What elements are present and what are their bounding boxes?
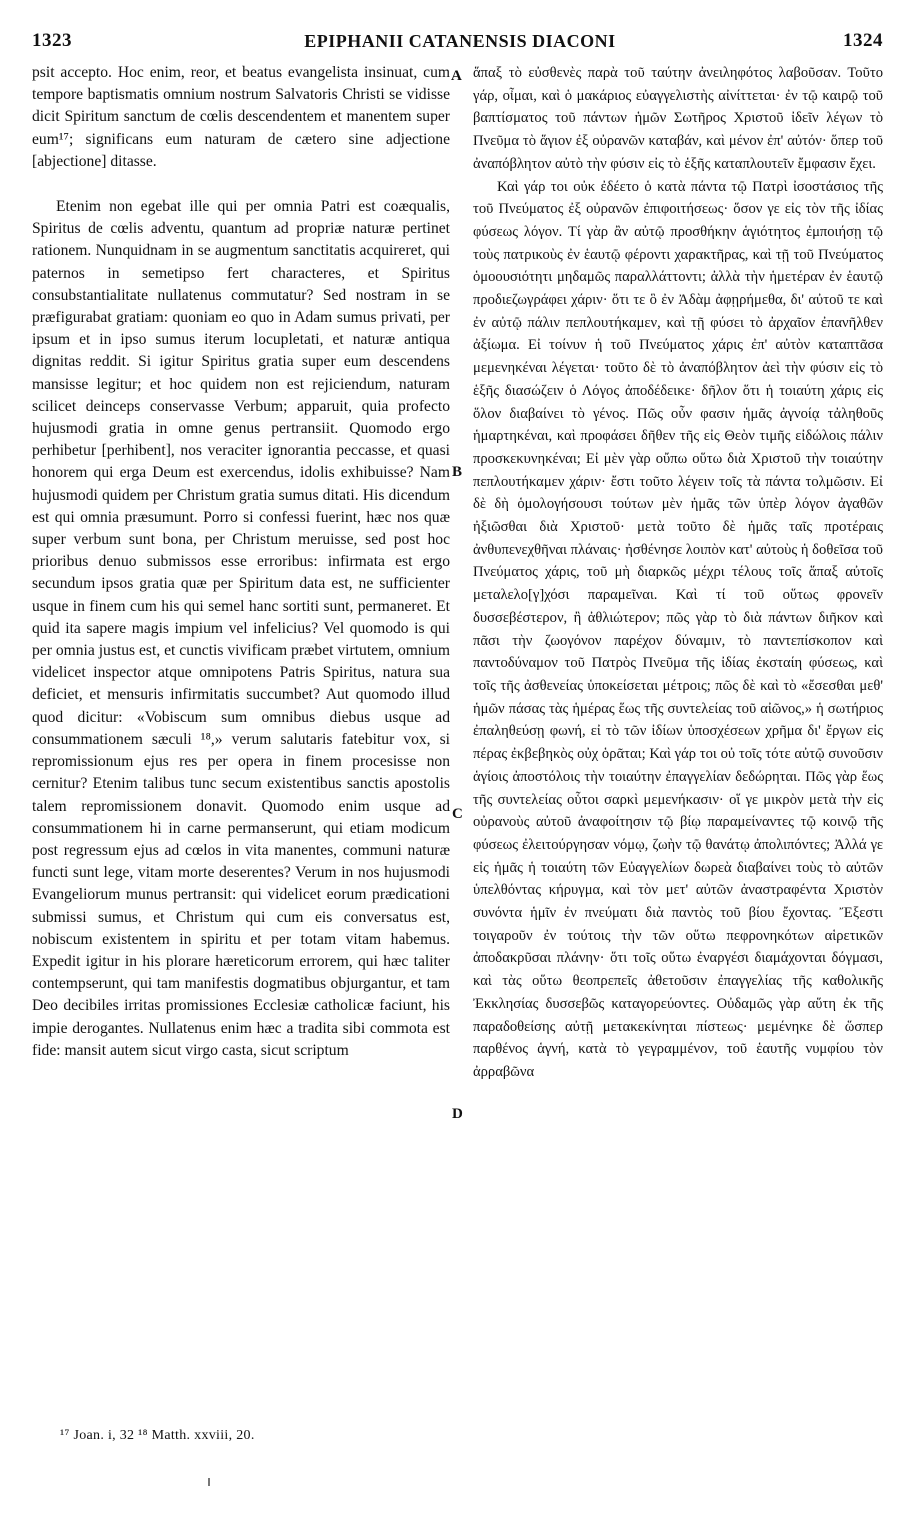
section-marker-d: D xyxy=(452,1106,463,1122)
greek-column xyxy=(473,62,883,1084)
section-marker-a: A xyxy=(451,68,462,84)
section-marker-b: B xyxy=(452,464,463,480)
right-column-number: 1324 xyxy=(843,30,883,51)
latin-column xyxy=(32,62,450,1062)
left-column-number: 1323 xyxy=(32,30,72,51)
running-title: EPIPHANII CATANENSIS DIACONI xyxy=(304,31,616,51)
latin-paragraph-1: psit accepto. Hoc enim, reor, et beatus evangelista insinuat, cum tempore baptismatis omnium nostrum Salvatoris Christi se vidisse dicit Spiritum sanctum de cœlis descendentem et manentem super eum¹⁷; significans eum naturam de cætero sine adjectione [abjectione] ditasse. xyxy=(32,64,450,170)
footnotes: ¹⁷ Joan. i, 32 ¹⁸ Matth. xxviii, 20. xyxy=(60,1428,255,1443)
page-header xyxy=(0,30,913,62)
greek-paragraph-2: Καὶ γάρ τοι οὐκ ἐδέετο ὁ κατὰ πάντα τῷ Πατρὶ ἰσοστάσιος τῆς τοῦ Πνεύματος ἐξ οὐρανῶν ἐπιφοιτήσεως· ὅσον γε εἰς τὸν τῆς ἰδίας φύσεως λόγον. Τί γὰρ ἂν αὐτῷ προσθήκην ἁγιότητος ἐμποιήσῃ τῷ τοὺς πατρικοὺς ἐν ἑαυτῷ φέροντι χαρακτῆρας, καὶ τῇ τοῦ Πνεύματος ὁμοουσιότητι μηδαμῶς παραλλάττοντι; ἀλλὰ τὴν ἡμετέραν ἐν ἑαυτῷ προδιεζωγράφει χάριν· ὅτι τε ὃ ἐν Ἀδὰμ ἀφῃρήμεθα, δι' αὐτοῦ τε καὶ ἐν αὐτῷ πάλιν πεπλουτήκαμεν, καὶ τῇ φύσει τὸ ἀρχαῖον ἐπανῆλθεν ἀξίωμα. Εἰ τοίνυν ἡ τοῦ Πνεύματος χάρις ἐπ' αὐτὸν καταπτᾶσα μεμενηκέναι λέγεται· τοῦτο δὲ τὸ ἀναπόβλητον ἀεὶ τὴν φύσιν εἰς τὸ ἑξῆς διασώζειν ὁ Λόγος ἀποδέδεικε· δῆλον ὅτι ἡ τοιαύτη χάρις εἰς ὅλον διαβαίνει τὸ γένος. Πῶς οὖν φασιν ἡμᾶς ἀγνοίᾳ τἀληθοῦς ἡμαρτηκέναι, καὶ προφάσει δῆθεν τῆς εἰς Θεὸν τιμῆς εἰδώλοις πάλιν προσκεκυνηκέναι; Εἰ μὲν γὰρ οὔπω οὕτω διὰ Χριστοῦ τὴν τοιαύτην πεπλουτήκαμεν χάριν· ἔστι τοῦτο λέγειν τοῖς τὰ πάντα τολμῶσιν. Εἰ δὲ δὴ ὁμολογήσουσι τούτων μὲν ἡμᾶς τῶν ὑπὲρ λόγον ἀγαθῶν ἠξιῶσθαι διὰ Χριστοῦ· μετὰ τοῦτο δὲ ἡμᾶς ταῖς προτέραις ἀνθυπενεχθῆναι πλάναις· ἠσθένησε λοιπὸν κατ' αὐτοὺς ἡ δοθεῖσα τοῦ Πνεύματος χάρις, τοῦ μὴ διαρκῶς μέχρι τέλους τοῖς ἅπαξ αὐτοῖς μεταλελο[γ]χόσι παραμεῖναι. Καὶ τί τοῦ οὕτως φρονεῖν δυσσεβέστερον, ἢ ἀθλιώτερον; πῶς γὰρ τὸ διὰ πάντων διῆκον καὶ πᾶσι τὴν ζωογόνον παρέχον δύναμιν, τὸ παντεπίσκοπον καὶ παντοδύναμον τοῦ Πατρὸς Πνεῦμα τῆς ἰδίας ἐκσταίη φύσεως, καὶ τοῖς τῆς ἀσθενείας ὑποκείσεται μέτροις; πῶς δὲ καὶ τὸ «ἔσεσθαι μεθ' ἡμῶν πάσας τὰς ἡμέρας ἕως τῆς συντελείας τοῦ αἰῶνος,» ἡ σωτήριος ἐπαληθεύσῃ φωνή, εἰ τὸ τῶν ἰδίων ὑποσχέσεων χρῆμα δι' ἔργων εἰς πέρας ἐκβεβηκὸς οὐχ ὁρᾶται; Καὶ γάρ τοι οὐ τοῖς τότε αὐτῷ συνοῦσιν ἁγίοις ἀποστόλοις τὴν τοιαύτην ἐπαγγελίαν δεδώρηται. Πῶς γὰρ ἕως τῆς συντελείας οὗτοι σαρκὶ μεμενήκασιν· οἵ γε μικρὸν μετὰ τὴν εἰς οὐρανοὺς αὐτοῦ ἀναφοίτησιν τῷ βίῳ παραμείναντες τῷ κοινῷ τῆς φύσεως ἐλειτούργησαν νόμῳ, ζωὴν τῷ θανάτῳ ἀπολιπόντες; Ἀλλά γε εἰς ἡμᾶς ἡ τοιαύτη τῶν Εὐαγγελίων δωρεὰ διαβαίνει τοὺς τὸ αὐτῶν ὑπελθόντας κήρυγμα, καὶ τὸν μετ' αὐτῶν ἀναστραφέντα Χριστὸν συνόντα ἡμῖν ἐν πνεύματι διὰ παντὸς τοῦ βίου ἔχοντας. Ἔξεστι τοιγαροῦν ἐν τούτοις τὴν τῶν οὕτω πεφρονηκότων αἱρετικῶν ἀποδακρῦσαι πλάνην· ὅτι τοῖς οὕτω ἐναργέσι διαμάχονται δόγμασι, καὶ τὰς οὕτω θεοπρεπεῖς ἀθετοῦσιν ἐπαγγελίας τῆς καθολικῆς Ἐκκλησίας δυσσεβῶς καταγορεύοντες. Οὐδαμῶς γὰρ αὕτη ἐκ τῆς παραδοθείσης αὐτῇ μετακεκίνηται πίστεως· μεμένηκε δὲ ὥσπερ παρθένος ἁγνή, κατὰ τὸ γεγραμμένον, τοῦ ἑαυτῆς νυμφίου τὸν ἀρραβῶνα xyxy=(473,178,883,1080)
greek-paragraph-1: ἅπαξ τὸ εὐσθενὲς παρὰ τοῦ ταύτην ἀνειληφότος λαβοῦσαν. Τοῦτο γάρ, οἶμαι, καὶ ὁ μακάριος εὐαγγελιστὴς αἰνίττεται· ἐν τῷ καιρῷ τοῦ βαπτίσματος τοῦ πάντων ἡμῶν Σωτῆρος Χριστοῦ ἰδεῖν λέγων τὸ Πνεῦμα τὸ ἅγιον ἐξ οὐρανῶν καταβάν, καὶ μένον ἐπ' αὐτόν· ὅπερ τοῦ ἀναπόβλητον αὐτὸ τὴν φύσιν εἰς τὸ ἑξῆς καταπλουτεῖν ἔμφασιν ἔχει. xyxy=(473,65,883,172)
latin-paragraph-2: Etenim non egebat ille qui per omnia Patri est coæqualis, Spiritus de cœlis adventu, quantum ad propriæ naturæ pertinet rationem. Nunquidnam in se augmentum sanctitatis acquireret, qui paternos in semetipso fert characteres, et Spiritus consubstantialitate nullatenus commutatur? Sed nostram in se præfigurabat gratiam: quoniam eo quo in Adam sumus privati, per ipsum et in ipso sumus iterum locupletati, et naturæ antiqua dignitas reddit. Si igitur Spiritus gratia super eum descendens mansisse legitur; et hoc quidem non est rejiciendum, naturam scilicet deinceps conservasse Verbum; apparuit, quia profecto hujusmodi gratia in omne genus pertransiit. Quomodo ergo perhibetur [perhibent], nos veraciter ignorantia peccasse, et quasi honorem qui erga Deum est exercendus, idolis exhibuisse? Nam hujusmodi quidem per Christum gratia sumus ditati. His dicendum est qui omnia præsumunt. Porro si confessi fuerint, hæc nos quæ super verbum sunt bona, per Christum meruisse, sed post hoc prioribus denuo submissos esse erroribus: infirmata est ergo secundum ipsos gratia quæ per Spiritum data est, ne sufficienter usque in finem cum his qui semel hanc sortiti sunt, permaneret. Et quid ita sapere magis impium vel infelicius? Vel quomodo is qui per omnia justus est, et cunctis vivificam præbet virtutem, omnium videlicet inspector atque omnipotens Patris Spiritus, natura sua deficiet, et mensuris infirmitatis succumbet? Aut quomodo illud quod dicitur: «Vobiscum sum omnibus diebus usque ad consummationem sæculi ¹⁸,» verum salutaris fatebitur vox, si repromissionum ejus res per opera in finem procesisse non cernitur? Etenim talibus tunc secum existentibus sanctis apostolis talem repromissionem donavit. Quomodo enim usque ad consummationem hi in carne permanserunt, qui etiam modicum post regressum ejus ad cœlos in vita manentes, communi naturæ functi sunt lege, vitam morte deserentes? Verum in nos hujusmodi Evangeliorum munus pertransit: qui videlicet eorum prædicationi submissi sumus, et Christum qui cum eis conversatus est, nobiscum existentem in spiritu et per totam vitam habemus. Expedit igitur in his plorare hæreticorum errorem, qui hæc taliter contempserunt, qui tam manifestis dogmatibus objurgantur, et tam Deo decibiles irritas promissiones Ecclesiæ catholicæ faciunt, his impie derogantes. Nullatenus enim hæc a tradita sibi commota est fide: mansit autem sicut virgo casta, sicut scriptum xyxy=(32,198,450,1059)
section-marker-c: C xyxy=(452,806,463,822)
print-speck xyxy=(208,1478,210,1486)
